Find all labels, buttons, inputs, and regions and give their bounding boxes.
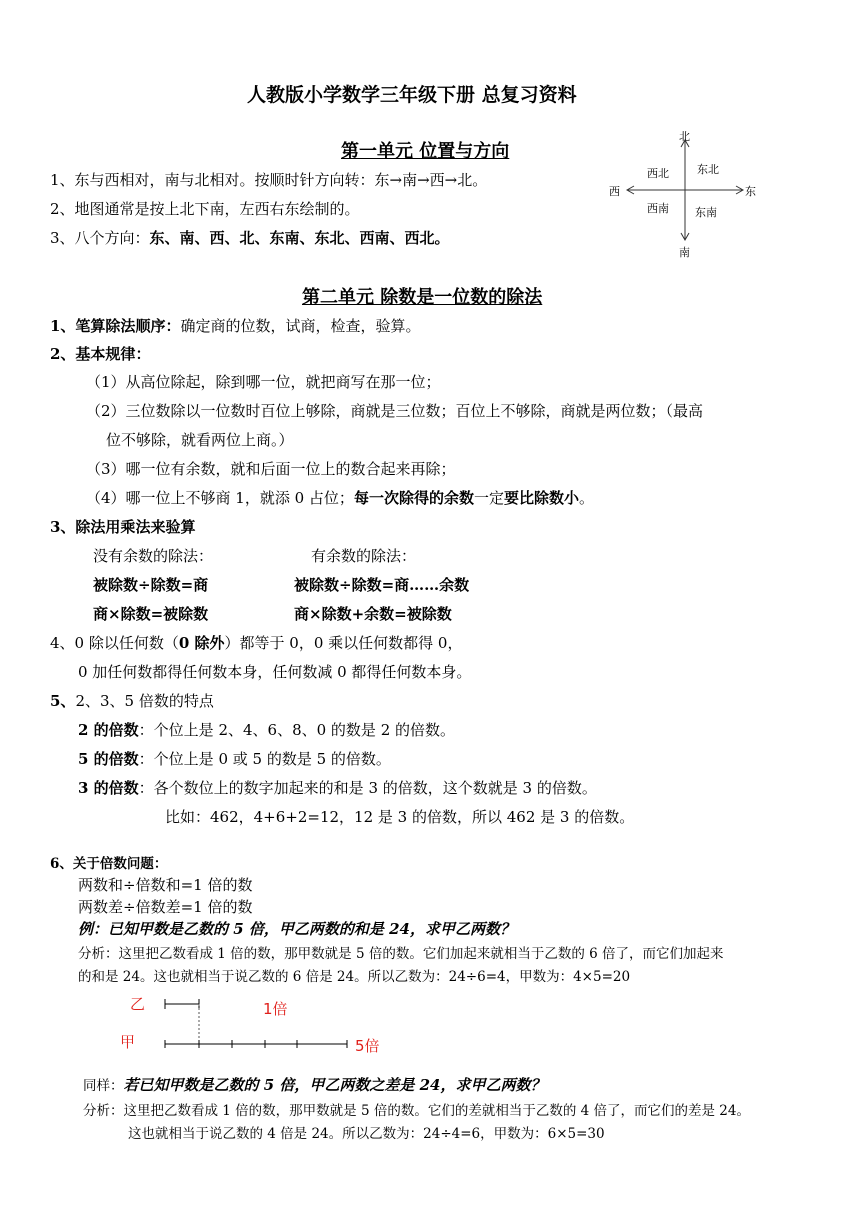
point4-a: 4、0 除以任何数（ (50, 634, 179, 652)
segment-lines (115, 990, 395, 1060)
point4-b: 0 除外 (178, 634, 225, 652)
no-remainder-label: 没有余数的除法： (93, 547, 214, 565)
multiple-of-2-label: 2 的倍数 (78, 721, 139, 739)
compass-southwest: 西南 (647, 202, 669, 215)
example-2-analysis-b: 这也就相当于说乙数的 4 倍是 24。所以乙数为：24÷4=6，甲数为：6×5=30 (128, 1126, 605, 1142)
label-yi: 乙 (130, 995, 146, 1013)
unit2-point4-cont: 0 加任何数都得任何数本身，任何数减 0 都得任何数本身。 (78, 663, 472, 681)
rule-4-a: （4）哪一位上不够商 1，就添 0 占位； (86, 489, 354, 507)
rule-3: （3）哪一位有余数，就和后面一位上的数合起来再除； (86, 460, 456, 478)
multiple-of-3-label: 3 的倍数 (78, 779, 139, 797)
compass-south: 南 (679, 246, 690, 259)
example-2-analysis-a: 分析：这里把乙数看成 1 倍的数，那甲数就是 5 倍的数。它们的差就相当于乙数的 4 倍了，而它们的差是 24。 (83, 1103, 750, 1119)
point5-a: 5、 (50, 692, 76, 710)
label-one-times: 1倍 (263, 1000, 288, 1018)
compass-northwest: 西北 (647, 167, 669, 180)
multiple-of-2-text: ：个位上是 2、4、6、8、0 的数是 2 的倍数。 (138, 721, 456, 739)
segment-diagram (115, 990, 395, 1060)
unit2-point5 (50, 690, 214, 711)
example-1-analysis-a: 分析：这里把乙数看成 1 倍的数，那甲数就是 5 倍的数。它们加起来就相当于乙数的 6 倍了，而它们加起来 (78, 946, 724, 962)
multiple-of-5-label: 5 的倍数 (78, 750, 139, 768)
difference-rule: 两数差÷倍数差=1 倍的数 (78, 898, 253, 916)
example-2-text: 若已知甲数是乙数的 5 倍，甲乙两数之差是 24，求甲乙两数？ (123, 1076, 546, 1094)
label-jia: 甲 (120, 1033, 136, 1051)
eight-directions: 东、南、西、北、东南、东北、西南、西北。 (149, 229, 450, 247)
formula-check-remainder: 商×除数+余数=被除数 (294, 605, 452, 623)
unit2-point6: 6、关于倍数问题： (50, 856, 168, 872)
formula-check: 商×除数=被除数 (93, 605, 209, 623)
example-1-analysis-b: 的和是 24。这也就相当于说乙数的 6 倍是 24。所以乙数为：24÷6=4，甲数为：4×5=20 (78, 969, 631, 985)
page-title: 人教版小学数学三年级下册 总复习资料 (247, 84, 577, 106)
rule-4-e: 。 (578, 489, 594, 507)
multiple-of-5-text: ：个位上是 0 或 5 的数是 5 的倍数。 (138, 750, 391, 768)
compass-arrows (605, 128, 765, 260)
unit1-heading: 第一单元 位置与方向 (341, 141, 510, 162)
rule-4-c: 一定 (473, 489, 504, 507)
compass-east: 东 (745, 185, 756, 198)
rule-2-cont: 位不够除，就看两位上商。） (106, 431, 294, 449)
multiple-of-3 (78, 777, 597, 798)
point1-label: 1、笔算除法顺序： (50, 317, 181, 335)
rule-4 (86, 487, 594, 508)
unit2-point3: 3、除法用乘法来验算 (50, 518, 196, 536)
multiple-of-3-text: ：各个数位上的数字加起来的和是 3 的倍数，这个数就是 3 的倍数。 (138, 779, 597, 797)
unit1-line3 (50, 227, 450, 248)
unit1-line3-prefix: 3、八个方向： (50, 229, 150, 247)
multiple-of-3-example: 比如：462，4+6+2=12，12 是 3 的倍数，所以 462 是 3 的倍数。 (165, 808, 635, 826)
rule-1: （1）从高位除起，除到哪一位，就把商写在那一位； (86, 373, 441, 391)
point4-c: ）都等于 0，0 乘以任何数都得 0， (224, 634, 463, 652)
example-2-question (83, 1074, 545, 1095)
remainder-label: 有余数的除法： (311, 547, 417, 565)
point1-text: 确定商的位数，试商，检查，验算。 (180, 317, 421, 335)
unit2-point2: 2、基本规律： (50, 345, 151, 363)
rule-4-d: 要比除数小 (503, 489, 579, 507)
rule-4-b: 每一次除得的余数 (353, 489, 474, 507)
compass-northeast: 东北 (697, 163, 719, 176)
multiple-of-5 (78, 748, 391, 769)
point5-b: 2、3、5 倍数的特点 (75, 692, 214, 710)
compass-north: 北 (679, 130, 690, 143)
compass-diagram (605, 128, 765, 260)
formula-division: 被除数÷除数=商 (93, 576, 209, 594)
unit1-line2: 2、地图通常是按上北下南，左西右东绘制的。 (50, 200, 360, 218)
compass-west: 西 (609, 185, 620, 198)
label-five-times: 5倍 (355, 1037, 380, 1055)
multiple-of-2 (78, 719, 455, 740)
unit2-point1 (50, 315, 420, 336)
example-1-question: 例：已知甲数是乙数的 5 倍，甲乙两数的和是 24，求甲乙两数？ (78, 920, 515, 938)
unit1-line1: 1、东与西相对，南与北相对。按顺时针方向转：东→南→西→北。 (50, 171, 488, 189)
sum-rule: 两数和÷倍数和=1 倍的数 (78, 876, 253, 894)
unit2-point4 (50, 632, 462, 653)
unit2-heading: 第二单元 除数是一位数的除法 (302, 287, 543, 308)
compass-southeast: 东南 (695, 206, 717, 219)
rule-2: （2）三位数除以一位数时百位上够除，商就是三位数；百位上不够除，商就是两位数；（最高 (86, 402, 704, 420)
formula-division-remainder: 被除数÷除数=商……余数 (294, 576, 470, 594)
same-label: 同样： (83, 1078, 124, 1094)
